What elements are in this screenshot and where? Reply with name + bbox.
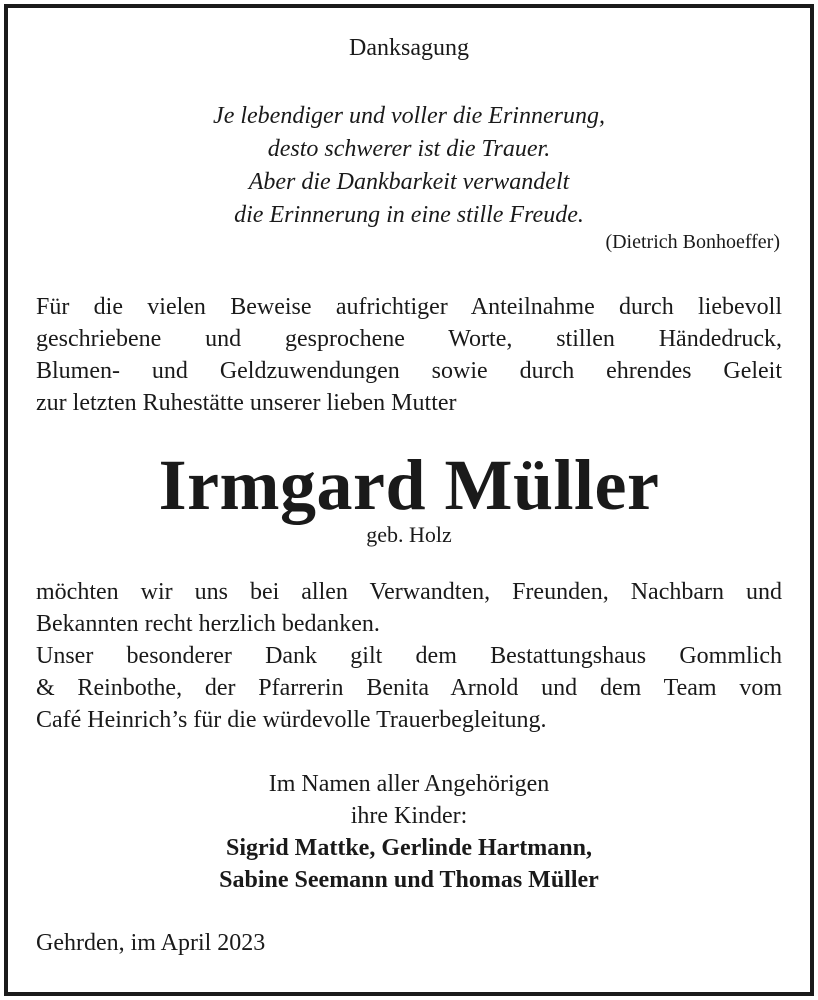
children-names: Sigrid Mattke, Gerlinde Hartmann, bbox=[226, 835, 592, 861]
intro-line: geschriebene und gesprochene Worte, stillen Händedruck, bbox=[36, 326, 782, 352]
children-names: Sabine Seemann und Thomas Müller bbox=[219, 867, 599, 893]
closing-line: ihre Kinder: bbox=[350, 803, 468, 829]
quote-line: Aber die Dankbarkeit verwandelt bbox=[248, 169, 570, 195]
closing-block bbox=[0, 768, 818, 896]
deceased-name: Irmgard Müller bbox=[158, 445, 660, 525]
thanks-line: möchten wir uns bei allen Verwandten, Freunden, Nachbarn und bbox=[36, 579, 782, 605]
thanks-line: & Reinbothe, der Pfarrerin Benita Arnold und dem Team vom bbox=[36, 675, 782, 701]
intro-line: zur letzten Ruhestätte unserer lieben Mutter bbox=[36, 390, 457, 416]
thanks-paragraph bbox=[36, 576, 782, 736]
place-date: Gehrden, im April 2023 bbox=[36, 930, 266, 956]
thanks-line: Café Heinrich’s für die würdevolle Trauerbegleitung. bbox=[36, 707, 547, 733]
bonhoeffer-quote bbox=[0, 100, 818, 232]
intro-paragraph bbox=[36, 291, 782, 419]
thanks-line: Bekannten recht herzlich bedanken. bbox=[36, 611, 380, 637]
quote-line: die Erinnerung in eine stille Freude. bbox=[234, 202, 584, 228]
quote-line: desto schwerer ist die Trauer. bbox=[267, 136, 551, 162]
quote-author: (Dietrich Bonhoeffer) bbox=[605, 231, 780, 253]
maiden-name: geb. Holz bbox=[366, 522, 452, 547]
closing-line: Im Namen aller Angehörigen bbox=[268, 771, 550, 797]
intro-line: Blumen- und Geldzuwendungen sowie durch ehrendes Geleit bbox=[36, 358, 782, 384]
quote-line: Je lebendiger und voller die Erinnerung, bbox=[213, 103, 605, 129]
thanks-line: Unser besonderer Dank gilt dem Bestattungshaus Gommlich bbox=[36, 643, 782, 669]
notice-heading: Danksagung bbox=[349, 35, 469, 61]
intro-line: Für die vielen Beweise aufrichtiger Anteilnahme durch liebevoll bbox=[36, 294, 782, 320]
